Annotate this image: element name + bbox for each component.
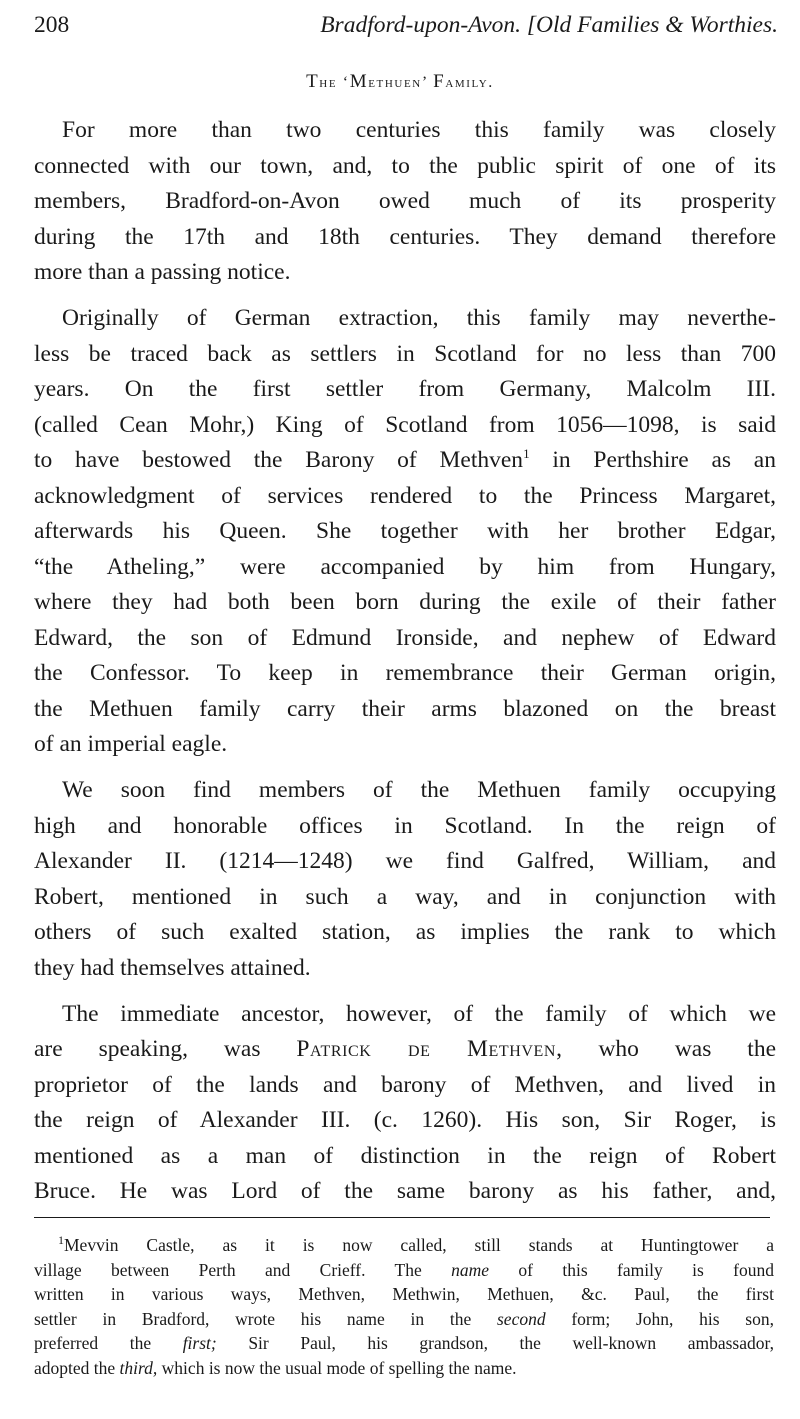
- text-fragment: adopted the: [34, 1357, 120, 1378]
- text-line: less be traced back as settlers in Scotland for no less than 700: [34, 340, 776, 367]
- text-line: years. On the first settler from Germany, Malcolm III.: [34, 376, 776, 402]
- text-line: [34, 443, 776, 479]
- text-fragment: preferred the: [34, 1333, 183, 1353]
- text-line: Edward, the son of Edmund Ironside, and nephew of Edward: [34, 624, 776, 651]
- footnote-line: [34, 1307, 774, 1332]
- text-line: the Methuen family carry their arms blazoned on the breast: [34, 695, 776, 722]
- footnote-divider: [34, 1217, 770, 1218]
- text-fragment: settler in Bradford, wrote his name in the: [34, 1308, 497, 1329]
- text-line: others of such exalted station, as implies the rank to which: [34, 919, 776, 945]
- heading-cap: F: [433, 71, 446, 92]
- text-line: For more than two centuries this family was closely: [62, 117, 776, 143]
- running-title: Bradford-upon-Avon. [Old Families & Worthies.: [320, 12, 778, 38]
- text-fragment: form; John, his son,: [545, 1308, 774, 1329]
- text-line: more than a passing notice.: [34, 259, 291, 285]
- text-line: acknowledgment of services rendered to the Princess Margaret,: [34, 482, 776, 509]
- heading-quote: ’: [421, 74, 428, 91]
- text-fragment: in Perthshire as an: [529, 447, 776, 473]
- text-fragment: which is now the usual mode of spelling the name.: [157, 1357, 517, 1378]
- text-line: Robert, mentioned in such a way, and in conjunction with: [34, 883, 776, 910]
- text-line: “the Atheling,” were accompanied by him from Hungary,: [34, 553, 776, 580]
- footnote-line: [34, 1331, 774, 1356]
- text-fragment: who was the: [562, 1036, 776, 1062]
- text-line: high and honorable offices in Scotland. In the reign of: [34, 812, 776, 839]
- footnote-marker: 1: [58, 1233, 64, 1248]
- paragraph: [34, 113, 776, 291]
- text-fragment: of this family is found: [489, 1259, 774, 1280]
- heading-cap: M: [349, 71, 369, 92]
- text-line: the Confessor. To keep in remembrance their German origin,: [34, 660, 776, 686]
- text-fragment: village between Perth and Crieff. The: [34, 1259, 452, 1280]
- italic-text: first;: [182, 1333, 217, 1353]
- text-line: members, Bradford-on-Avon owed much of its prosperity: [34, 188, 776, 214]
- section-heading: [0, 68, 800, 97]
- text-line: Originally of German extraction, this family may neverthe-: [62, 305, 776, 331]
- heading-text: amily.: [445, 74, 494, 91]
- paragraph: [34, 997, 776, 1210]
- text-line: during the 17th and 18th centuries. They demand therefore: [34, 223, 776, 250]
- paragraph: [34, 773, 776, 986]
- italic-text: name: [451, 1259, 490, 1280]
- text-line: of an imperial eagle.: [34, 731, 228, 757]
- page-number: 208: [34, 12, 70, 38]
- footnote: [34, 1233, 774, 1380]
- text-line: afterwards his Queen. She together with her brother Edgar,: [34, 518, 776, 544]
- text-line: the reign of Alexander III. (c. 1260). His son, Sir Roger, is: [34, 1107, 776, 1133]
- footnote-line: written in various ways, Methven, Methwin, Methuen, &c. Paul, the first: [34, 1284, 774, 1304]
- text-fragment: are speaking, was: [34, 1036, 261, 1062]
- italic-text: third,: [119, 1357, 158, 1378]
- text-line: Bruce. He was Lord of the same barony as his father, and,: [34, 1178, 776, 1204]
- heading-text: ethuen: [368, 74, 422, 91]
- text-line: connected with our town, and, to the public spirit of one of its: [34, 152, 776, 179]
- footnote-reference: 1: [523, 446, 530, 462]
- paragraph: [34, 301, 776, 763]
- heading-text: he: [319, 74, 338, 91]
- running-head: [34, 8, 778, 42]
- text-line: The immediate ancestor, however, of the family of which we: [62, 1000, 776, 1027]
- text-line: mentioned as a man of distinction in the reign of Robert: [34, 1142, 776, 1169]
- footnote-line: [34, 1258, 774, 1283]
- text-line: where they had both been born during the exile of their father: [34, 589, 776, 615]
- text-line: Alexander II. (1214—1248) we find Galfred, William, and: [34, 848, 776, 874]
- text-fragment: Sir Paul, his grandson, the well-known ambassador,: [216, 1333, 775, 1353]
- text-line: (called Cean Mohr,) King of Scotland from 1056—1098, is said: [34, 411, 776, 438]
- text-line: We soon find members of the Methuen family occupying: [62, 777, 776, 803]
- text-line: they had themselves attained.: [34, 954, 311, 981]
- body-text: [34, 113, 776, 1220]
- person-name: Patrick de Methven,: [296, 1036, 563, 1062]
- heading-quote: ‘: [342, 74, 350, 91]
- text-fragment: to have bestowed the Barony of Methven: [34, 447, 524, 473]
- text-line: proprietor of the lands and barony of Methven, and lived in: [34, 1071, 776, 1098]
- italic-text: second: [497, 1308, 546, 1329]
- text-line: [34, 1032, 776, 1068]
- footnote-line: [34, 1356, 774, 1381]
- footnote-line: [34, 1233, 774, 1258]
- heading-cap: T: [306, 71, 320, 92]
- text-fragment: Mevvin Castle, as it is now called, still stands at Huntingtower a: [64, 1235, 774, 1255]
